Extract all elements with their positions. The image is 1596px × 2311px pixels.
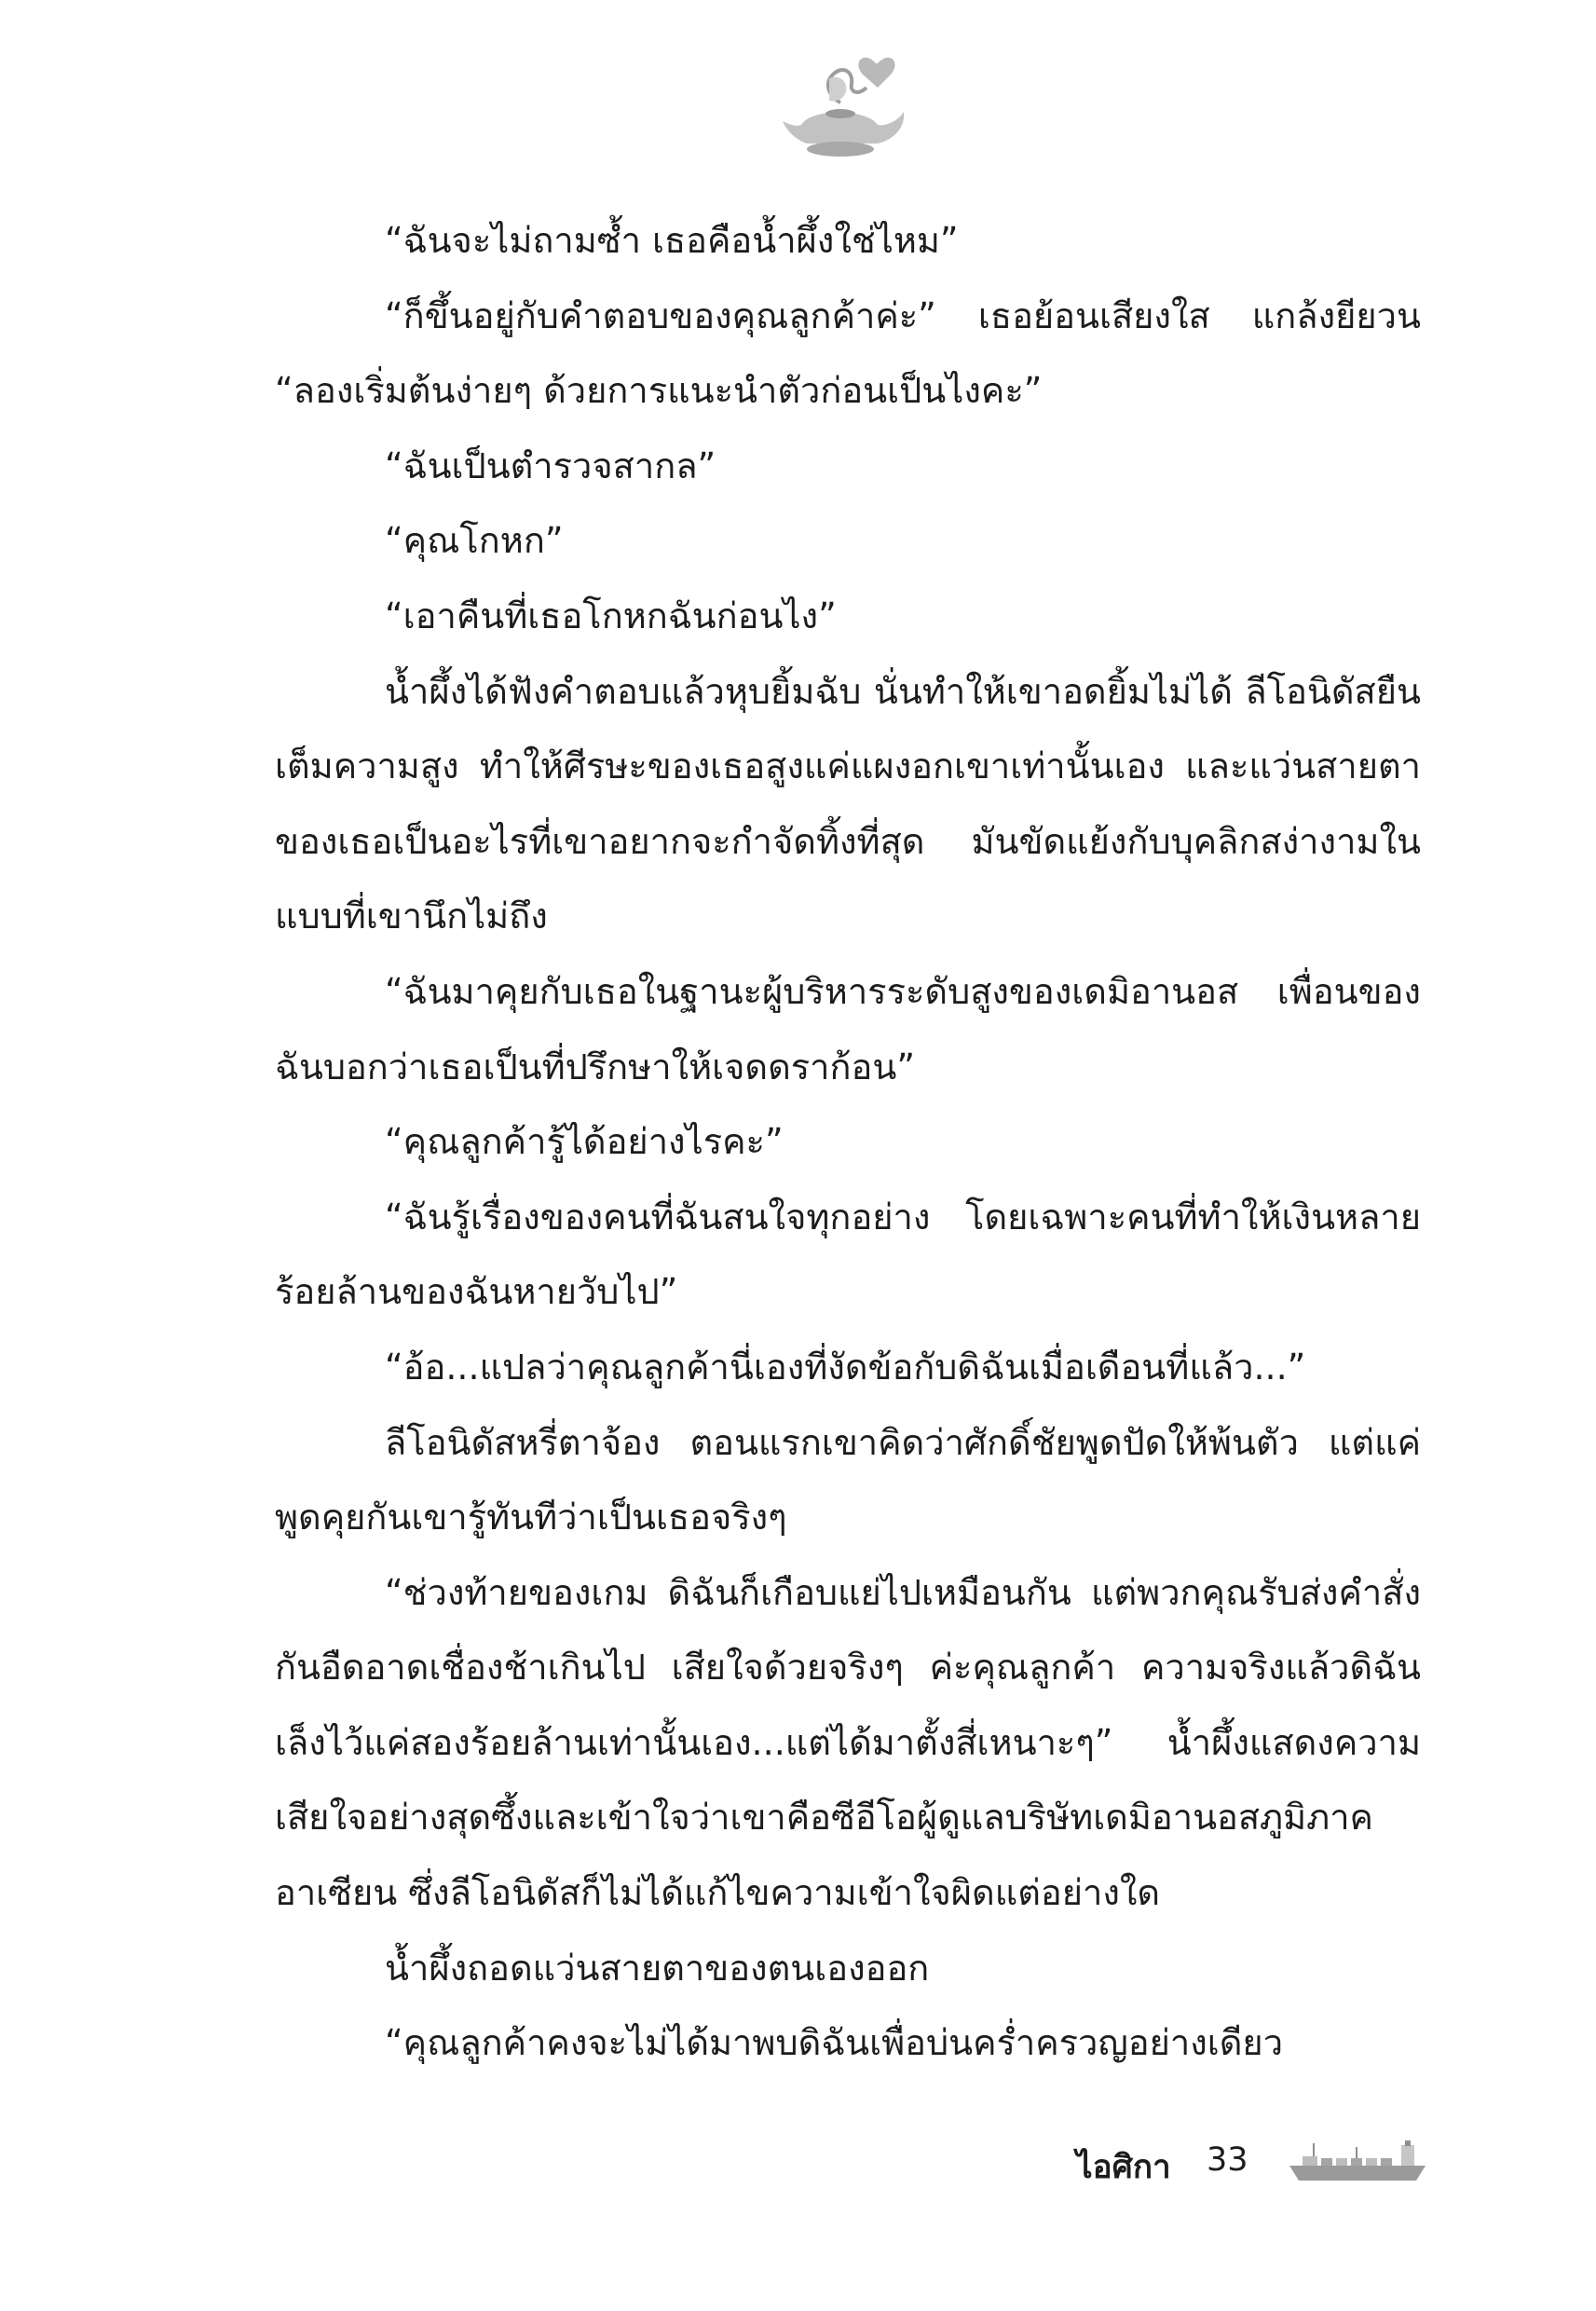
page-number: 33 <box>1207 2141 1248 2179</box>
paragraph: “ฉันเป็นตำรวจสากล” <box>385 444 716 486</box>
paragraph: “คุณลูกค้าคงจะไม่ได้มาพบดิฉันเพื่อบ่นคร่ำครวญอย่างเดียว <box>385 2022 1284 2064</box>
paragraph: “คุณโกหก” <box>385 520 564 562</box>
author-name: ไอศิกา <box>1076 2149 1171 2186</box>
body-text <box>275 203 1421 2081</box>
paragraph: “เอาคืนที่เธอโกหกฉันก่อนไง” <box>385 595 837 636</box>
genie-lamp-icon <box>773 47 913 163</box>
paragraph: “ช่วงท้ายของเกม ดิฉันก็เกือบแย่ไปเหมือนกัน แต่พวกคุณรับส่งคำสั่งกันอืดอาดเชื่องช้าเกินไป เสียใจด้วยจริงๆ ค่ะคุณลูกค้า ความจริงแล้วดิฉันเล็งไว้แค่สองร้อยล้านเท่านั้นเอง...แต่ได้มาตั้งสี่เหนาะๆ” น้ำผึ้งแสดงความเสียใจอย่างสุดซึ้งและเข้าใจว่าเขาคือซีอีโอผู้ดูแลบริษัทเดมิอานอสภูมิภาคอาเซียน ซึ่งลีโอนิดัสก็ไม่ได้แก้ไขความเข้าใจผิดแต่อย่างใด <box>275 1571 1421 1914</box>
cargo-ship-icon <box>1286 2138 1430 2184</box>
paragraph: “ก็ขึ้นอยู่กับคำตอบของคุณลูกค้าค่ะ” เธอย้อนเสียงใส แกล้งยียวน “ลองเริ่มต้นง่ายๆ ด้วยการแนะนำตัวก่อนเป็นไงคะ” <box>275 294 1421 412</box>
paragraph: “อ้อ...แปลว่าคุณลูกค้านี่เองที่งัดข้อกับดิฉันเมื่อเดือนที่แล้ว...” <box>385 1346 1306 1388</box>
paragraph: “คุณลูกค้ารู้ได้อย่างไรคะ” <box>385 1121 784 1163</box>
paragraph: “ฉันมาคุยกับเธอในฐานะผู้บริหารระดับสูงของเดมิอานอส เพื่อนของฉันบอกว่าเธอเป็นที่ปรึกษาให้เจดดราก้อน” <box>275 970 1421 1087</box>
page-footer <box>1076 2130 1430 2195</box>
paragraph: น้ำผึ้งได้ฟังคำตอบแล้วหุบยิ้มฉับ นั่นทำให้เขาอดยิ้มไม่ได้ ลีโอนิดัสยืนเต็มความสูง ทำให้ศีรษะของเธอสูงแค่แผงอกเขาเท่านั้นเอง และแว่นสายตาของเธอเป็นอะไรที่เขาอยากจะกำจัดทิ้งที่สุด มันขัดแย้งกับบุคลิกสง่างามในแบบที่เขานึกไม่ถึง <box>275 670 1421 937</box>
paragraph: “ฉันรู้เรื่องของคนที่ฉันสนใจทุกอย่าง โดยเฉพาะคนที่ทำให้เงินหลายร้อยล้านของฉันหายวับไป” <box>275 1196 1421 1313</box>
paragraph: น้ำผึ้งถอดแว่นสายตาของตนเองออก <box>385 1947 930 1989</box>
paragraph: “ฉันจะไม่ถามซ้ำ เธอคือน้ำผึ้งใช่ไหม” <box>385 220 959 261</box>
paragraph: ลีโอนิดัสหรี่ตาจ้อง ตอนแรกเขาคิดว่าศักดิ์ชัยพูดปัดให้พ้นตัว แต่แค่พูดคุยกันเขารู้ทันทีว่าเป็นเธอจริงๆ <box>275 1421 1421 1538</box>
